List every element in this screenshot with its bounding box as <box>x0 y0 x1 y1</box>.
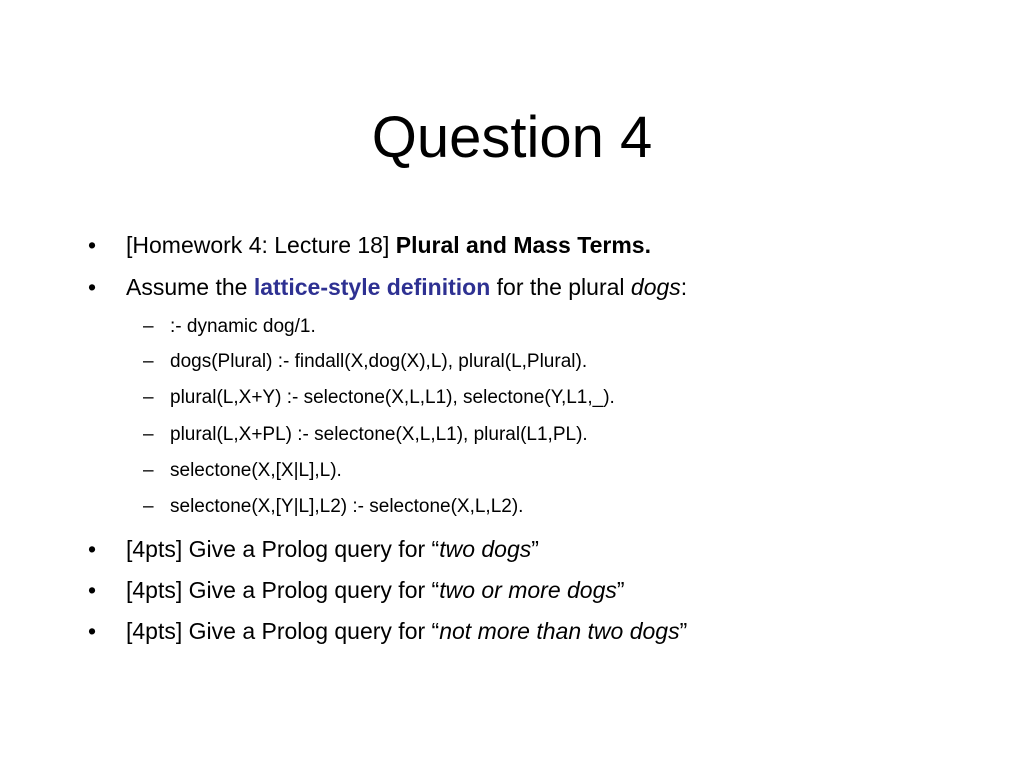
sub-item-code <box>143 315 316 339</box>
slide-title: Question 4 <box>371 105 653 170</box>
sub-item-code <box>143 386 615 410</box>
italic-term: two or more dogs <box>439 577 617 603</box>
italic-term: dogs <box>630 274 681 300</box>
dash-marker: – <box>143 460 154 481</box>
dash-marker: – <box>143 424 154 445</box>
code-line: plural(L,X+PL) :- selectone(X,L,L1), plural(L1,PL). <box>170 424 588 445</box>
bullet-marker: • <box>88 232 97 258</box>
bullet-text: for the plural <box>490 274 631 300</box>
sub-item-code <box>143 350 588 374</box>
bullet-marker: • <box>88 536 97 562</box>
bullet-query-two-or-more-dogs <box>88 576 625 604</box>
code-line: selectone(X,[X|L],L). <box>170 460 342 481</box>
bullet-text: : <box>680 274 688 300</box>
bullet-marker: • <box>88 577 97 603</box>
italic-term: two dogs <box>439 536 532 562</box>
bullet-text: ” <box>679 618 688 644</box>
bullet-text: [4pts] Give a Prolog query for “ <box>126 577 440 603</box>
dash-marker: – <box>143 496 154 517</box>
bullet-marker: • <box>88 618 97 644</box>
bullet-marker: • <box>88 274 97 300</box>
sub-item-code <box>143 495 524 519</box>
bullet-query-not-more-than-two-dogs <box>88 617 688 645</box>
bullet-lattice-definition <box>88 273 688 301</box>
bullet-query-two-dogs <box>88 535 539 563</box>
dash-marker: – <box>143 351 154 372</box>
highlight-term: lattice-style definition <box>253 274 491 300</box>
bullet-text: [4pts] Give a Prolog query for “ <box>126 618 440 644</box>
bullet-homework <box>88 231 651 259</box>
bullet-text: Assume the <box>126 274 254 300</box>
sub-item-code <box>143 459 342 483</box>
dash-marker: – <box>143 316 154 337</box>
bullet-text: [Homework 4: Lecture 18] <box>126 232 396 258</box>
bullet-bold-text: Plural and Mass Terms. <box>395 232 651 258</box>
dash-marker: – <box>143 387 154 408</box>
code-line: selectone(X,[Y|L],L2) :- selectone(X,L,L2). <box>170 496 524 517</box>
code-line: :- dynamic dog/1. <box>170 316 316 337</box>
code-line: plural(L,X+Y) :- selectone(X,L,L1), selectone(Y,L1,_). <box>170 387 615 408</box>
bullet-text: [4pts] Give a Prolog query for “ <box>126 536 440 562</box>
bullet-text: ” <box>616 577 625 603</box>
italic-term: not more than two dogs <box>439 618 680 644</box>
code-line: dogs(Plural) :- findall(X,dog(X),L), plural(L,Plural). <box>170 351 588 372</box>
bullet-text: ” <box>531 536 539 562</box>
sub-item-code <box>143 423 588 447</box>
